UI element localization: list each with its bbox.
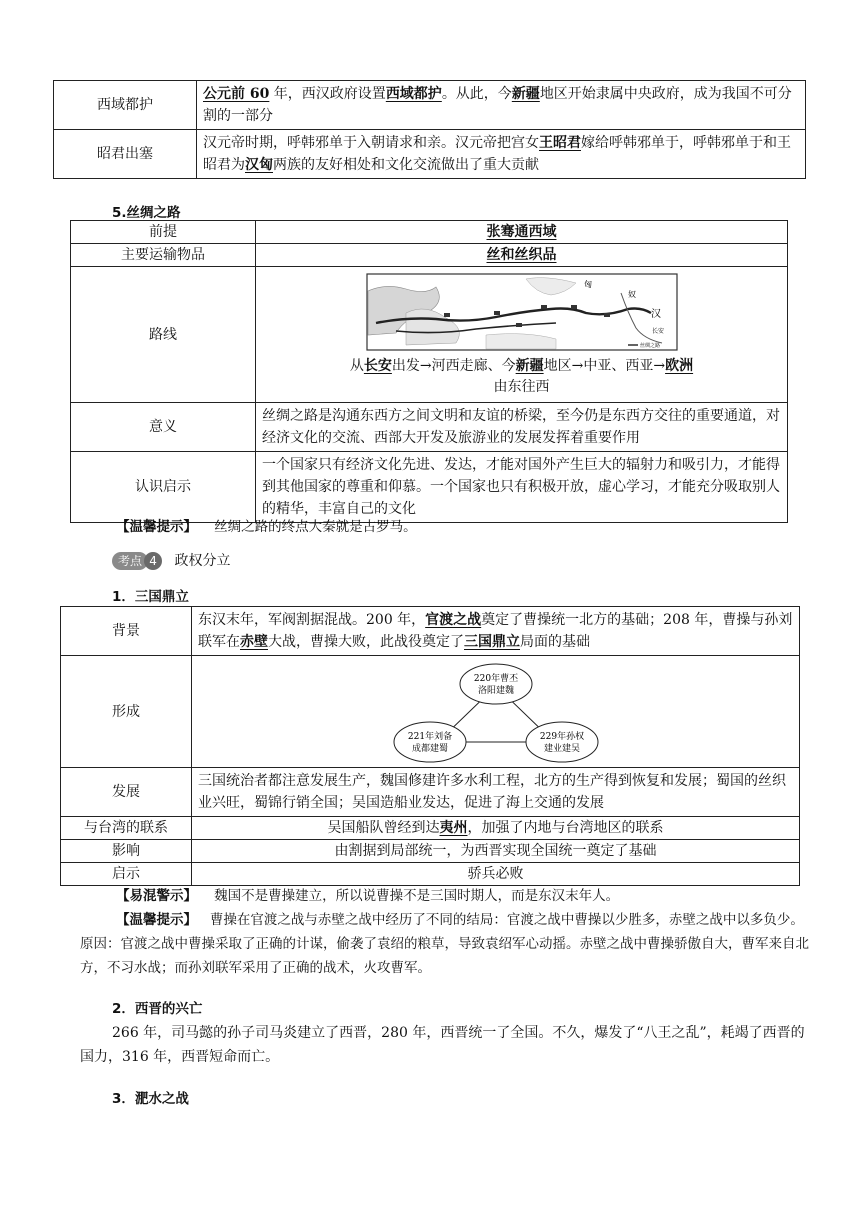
table-row [61, 863, 800, 886]
row-label: 西域都护 [54, 81, 197, 130]
key-term: 长安 [363, 357, 392, 374]
section-heading-feishui: 3．淝水之战 [112, 1091, 189, 1107]
key-term: 官渡之战 [425, 612, 482, 628]
table-row [71, 244, 788, 267]
shu-line-1: 221年刘备 [407, 731, 452, 742]
table-row [61, 656, 800, 768]
section-heading-silk-road: 5.丝绸之路 [112, 205, 181, 221]
text-span: 从 [349, 357, 364, 374]
goods-value: 丝和丝织品 [256, 244, 788, 267]
key-term: 王昭君 [539, 135, 581, 151]
tip2-text: 曹操在官渡之战与赤壁之战中经历了不同的结局：官渡之战中曹操以少胜多，赤壁之战中以多负少。原因：官渡之战中曹操采取了正确的计谋，偷袭了袁绍的粮草，导致袁绍军心动摇。赤壁之战中曹操骄傲自大，曹军来自北方，不习水战；而孙刘联军采用了正确的战术，火攻曹军。 [80, 912, 809, 976]
lesson-label: 启示 [61, 863, 192, 886]
taiwan-label: 与台湾的联系 [61, 817, 192, 840]
section-heading-three-kingdoms: 1．三国鼎立 [112, 589, 189, 605]
text-span: 吴国船队曾经到达 [327, 820, 440, 836]
premise-label: 前提 [71, 221, 256, 244]
tip-tag: 【温馨提示】 [116, 519, 197, 535]
insight-value: 一个国家只有经济文化先进、发达，才能对国外产生巨大的辐射力和吸引力，才能得到其他国家的尊重和仰慕。一个国家也只有积极开放，虚心学习，才能充分吸取别人的精华，丰富自己的文化 [256, 452, 788, 523]
key-term: 三国鼎立 [464, 634, 520, 650]
key-term: 夷州 [439, 820, 468, 836]
table-silk-road [70, 220, 788, 523]
table-western-regions [53, 80, 806, 179]
kaodian-number: 4 [144, 552, 162, 570]
tip-three-kingdoms [80, 908, 810, 980]
taiwan-value [192, 817, 800, 840]
table-row [54, 81, 806, 130]
text-span: 大战，曹操大败，此战役奠定了 [268, 634, 464, 650]
route-path-text [262, 355, 781, 377]
map-legend-label: 丝绸之路 [639, 342, 660, 349]
table-row [71, 221, 788, 244]
premise-value: 张骞通西域 [256, 221, 788, 244]
key-term: 公元前 60 [203, 86, 270, 102]
impact-value: 由割据到局部统一，为西晋实现全国统一奠定了基础 [192, 840, 800, 863]
table-row [61, 840, 800, 863]
text-span: 东汉末年，军阀割据混战。200 年， [198, 612, 426, 628]
shu-line-2: 成都建蜀 [411, 743, 448, 754]
warning-tag: 【易混警示】 [116, 888, 197, 904]
kaodian-badge: 考点 [112, 552, 148, 570]
western-jin-text: 266 年，司马懿的孙子司马炎建立了西晋，280 年，西晋统一了全国。不久，爆发了“八王之乱”，耗竭了西晋的国力，316 年，西晋短命而亡。 [80, 1025, 805, 1065]
key-term: 汉匈 [245, 157, 273, 173]
table-three-kingdoms [60, 606, 800, 886]
background-value [192, 607, 800, 656]
row-label: 昭君出塞 [54, 130, 197, 179]
insight-label: 认识启示 [71, 452, 256, 523]
background-label: 背景 [61, 607, 192, 656]
wei-line-2: 洛阳建魏 [477, 685, 514, 696]
formation-cell [192, 656, 800, 768]
meaning-value: 丝绸之路是沟通东西方之间文明和友谊的桥梁，至今仍是东西方交往的重要通道，对经济文化的交流、西部大开发及旅游业的发展发挥着重要作用 [256, 403, 788, 452]
key-term: 西域都护 [385, 86, 442, 102]
text-span: 两族的友好相处和文化交流做出了重大贡献 [273, 157, 539, 173]
row-content [197, 81, 806, 130]
table-row [71, 403, 788, 452]
table-row [61, 817, 800, 840]
meaning-label: 意义 [71, 403, 256, 452]
map-label-xiongnu-2: 奴 [627, 289, 636, 299]
kaodian-title: 政权分立 [174, 553, 231, 569]
key-term: 新疆 [515, 357, 544, 374]
impact-label: 影响 [61, 840, 192, 863]
kaodian-header [112, 550, 230, 570]
text-span: 奠定了曹操统一北方的基础；208 年，曹操与孙刘联军在 [198, 612, 793, 650]
text-span: ，加强了内地与台湾地区的联系 [467, 820, 664, 836]
development-value: 三国统治者都注意发展生产，魏国修建许多水利工程，北方的生产得到恢复和发展；蜀国的丝织业兴旺，蜀锦行销全国；吴国造船业发达，促进了海上交通的发展 [192, 768, 800, 817]
text-span: 嫁给呼韩邪单于，呼韩邪单于和王昭君为 [203, 135, 791, 173]
text-span: 地区→中亚、西亚→ [543, 357, 666, 374]
map-label-han: 汉 [650, 308, 661, 320]
key-term: 新疆 [511, 86, 540, 102]
table-row [61, 607, 800, 656]
table-row [54, 130, 806, 179]
route-label: 路线 [71, 267, 256, 403]
lesson-value: 骄兵必败 [192, 863, 800, 886]
table-row [61, 768, 800, 817]
development-label: 发展 [61, 768, 192, 817]
silk-road-map [366, 273, 678, 351]
tip-text: 丝绸之路的终点大秦就是古罗马。 [214, 519, 417, 535]
wu-line-2: 建业建吴 [543, 743, 580, 754]
goods-label: 主要运输物品 [71, 244, 256, 267]
tip2-tag: 【温馨提示】 [116, 912, 197, 928]
text-span: 汉元帝时期，呼韩邪单于入朝请求和亲。汉元帝把宫女 [203, 135, 539, 151]
tip-silk-road [116, 515, 417, 539]
table-row [71, 452, 788, 523]
text-span: 。从此，今 [441, 86, 512, 102]
text-span: 地区开始隶属中央政府，成为我国不可分割的一部分 [203, 86, 792, 124]
formation-label: 形成 [61, 656, 192, 768]
warning-note [116, 884, 806, 908]
text-span: 局面的基础 [520, 634, 590, 650]
key-term: 赤壁 [240, 634, 268, 650]
text-span: 年，西汉政府设置 [269, 86, 386, 102]
map-label-xiongnu-1: 匈 [583, 279, 592, 289]
wei-line-1: 220年曹丕 [473, 673, 518, 684]
warning-text: 魏国不是曹操建立，所以说曹操不是三国时期人，而是东汉末年人。 [214, 888, 620, 904]
row-content [197, 130, 806, 179]
route-direction: 由东往西 [493, 378, 550, 395]
key-term: 欧洲 [665, 357, 694, 374]
table-row [71, 267, 788, 403]
map-label-changan: 长安 [651, 327, 664, 335]
section-heading-western-jin: 2．西晋的兴亡 [112, 1001, 203, 1017]
three-kingdoms-diagram [390, 660, 602, 764]
text-span: 出发→河西走廊、今 [391, 357, 516, 374]
wu-line-1: 229年孙权 [539, 731, 584, 742]
route-cell [256, 267, 788, 403]
